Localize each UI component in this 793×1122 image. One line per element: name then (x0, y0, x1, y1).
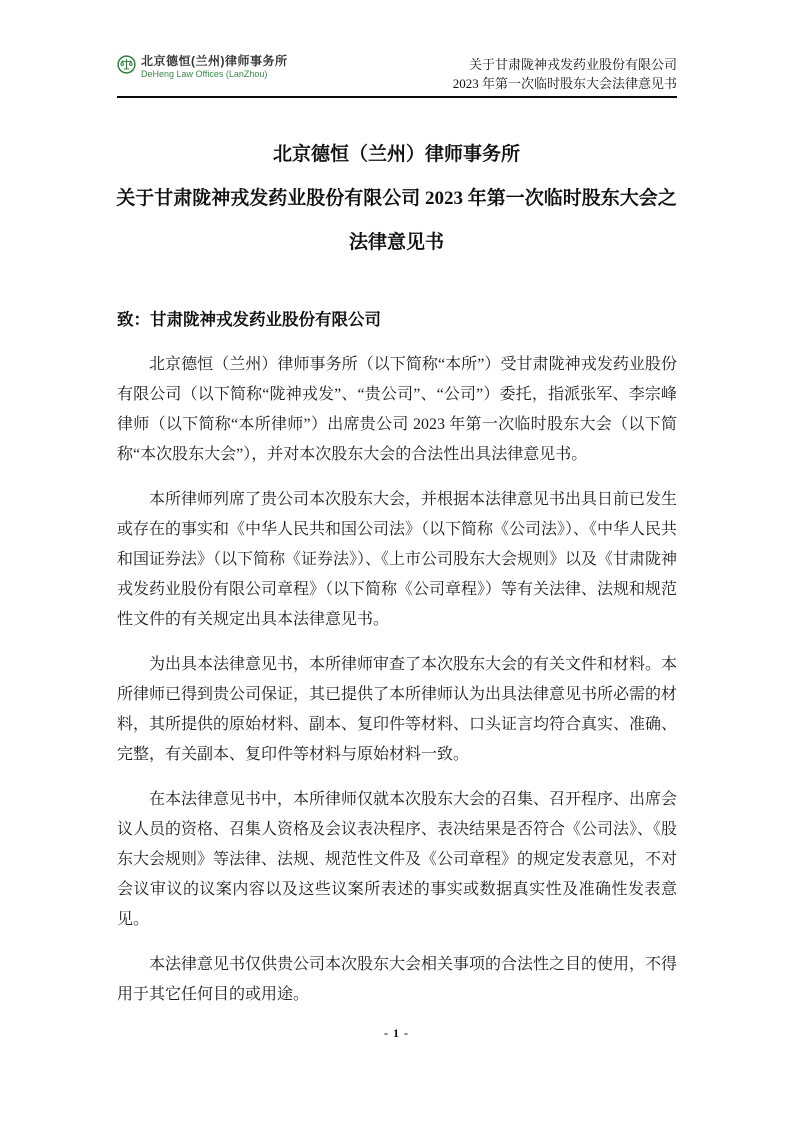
body-paragraph: 在本法律意见书中，本所律师仅就本次股东大会的召集、召开程序、出席会议人员的资格、召集人资格及会议表决程序、表决结果是否符合《公司法》、《股东大会规则》等法律、法规、规范性文件及《公司章程》的规定发表意见，不对会议审议的议案内容以及这些议案所表述的事实或数据真实性及准确性发表意见。 (117, 791, 678, 928)
header-firm-name-cn: 北京德恒(兰州)律师事务所 (141, 54, 288, 68)
header-doc-ref-line1: 关于甘肃陇神戎发药业股份有限公司 (468, 57, 677, 72)
title-line-1: 北京德恒（兰州）律师事务所 (272, 144, 520, 165)
page-header (117, 52, 677, 98)
deheng-logo-icon (117, 55, 136, 79)
title-line-3: 法律意见书 (348, 232, 444, 253)
page-number: - 1 - (384, 1026, 409, 1040)
title-line-2: 关于甘肃陇神戎发药业股份有限公司 2023 年第一次临时股东大会之 (116, 188, 677, 209)
body-paragraph: 本所律师列席了贵公司本次股东大会，并根据本法律意见书出具日前已发生或存在的事实和《中华人民共和国公司法》（以下简称《公司法》）、《中华人民共和国证券法》（以下简称《证券法》）、《上市公司股东大会规则》以及《甘肃陇神戎发药业股份有限公司章程》（以下简称《公司章程》）等有关法律、法规和规范性文件的有关规定出具本法律意见书。 (117, 491, 678, 628)
header-firm-name-en: DeHeng Law Offices (LanZhou) (141, 69, 268, 79)
header-doc-ref-line2: 2023 年第一次临时股东大会法律意见书 (452, 76, 677, 91)
header-firm-names (141, 54, 288, 80)
body-paragraph: 北京德恒（兰州）律师事务所（以下简称“本所”）受甘肃陇神戎发药业股份有限公司（以下简称“陇神戎发”、“贵公司”、“公司”）委托，指派张军、李宗峰律师（以下简称“本所律师”）出席贵公司 2023 年第一次临时股东大会（以下简称“本次股东大会”），并对本次股东大会的合法性出具法律意见书。 (117, 356, 677, 463)
document-title (0, 133, 793, 265)
header-firm-block (117, 52, 288, 80)
salutation-line: 致：甘肃陇神戎发药业股份有限公司 (117, 310, 381, 329)
body-paragraph: 本法律意见书仅供贵公司本次股东大会相关事项的合法性之目的使用，不得用于其它任何目的或用途。 (117, 956, 678, 1003)
body-paragraph: 为出具本法律意见书，本所律师审查了本次股东大会的有关文件和材料。本所律师已得到贵公司保证，其已提供了本所律师认为出具法律意见书所必需的材料，其所提供的原始材料、副本、复印件等材料、口头证言均符合真实、准确、完整，有关副本、复印件等材料与原始材料一致。 (117, 656, 678, 763)
document-body (117, 305, 677, 1010)
header-doc-reference (453, 52, 677, 93)
